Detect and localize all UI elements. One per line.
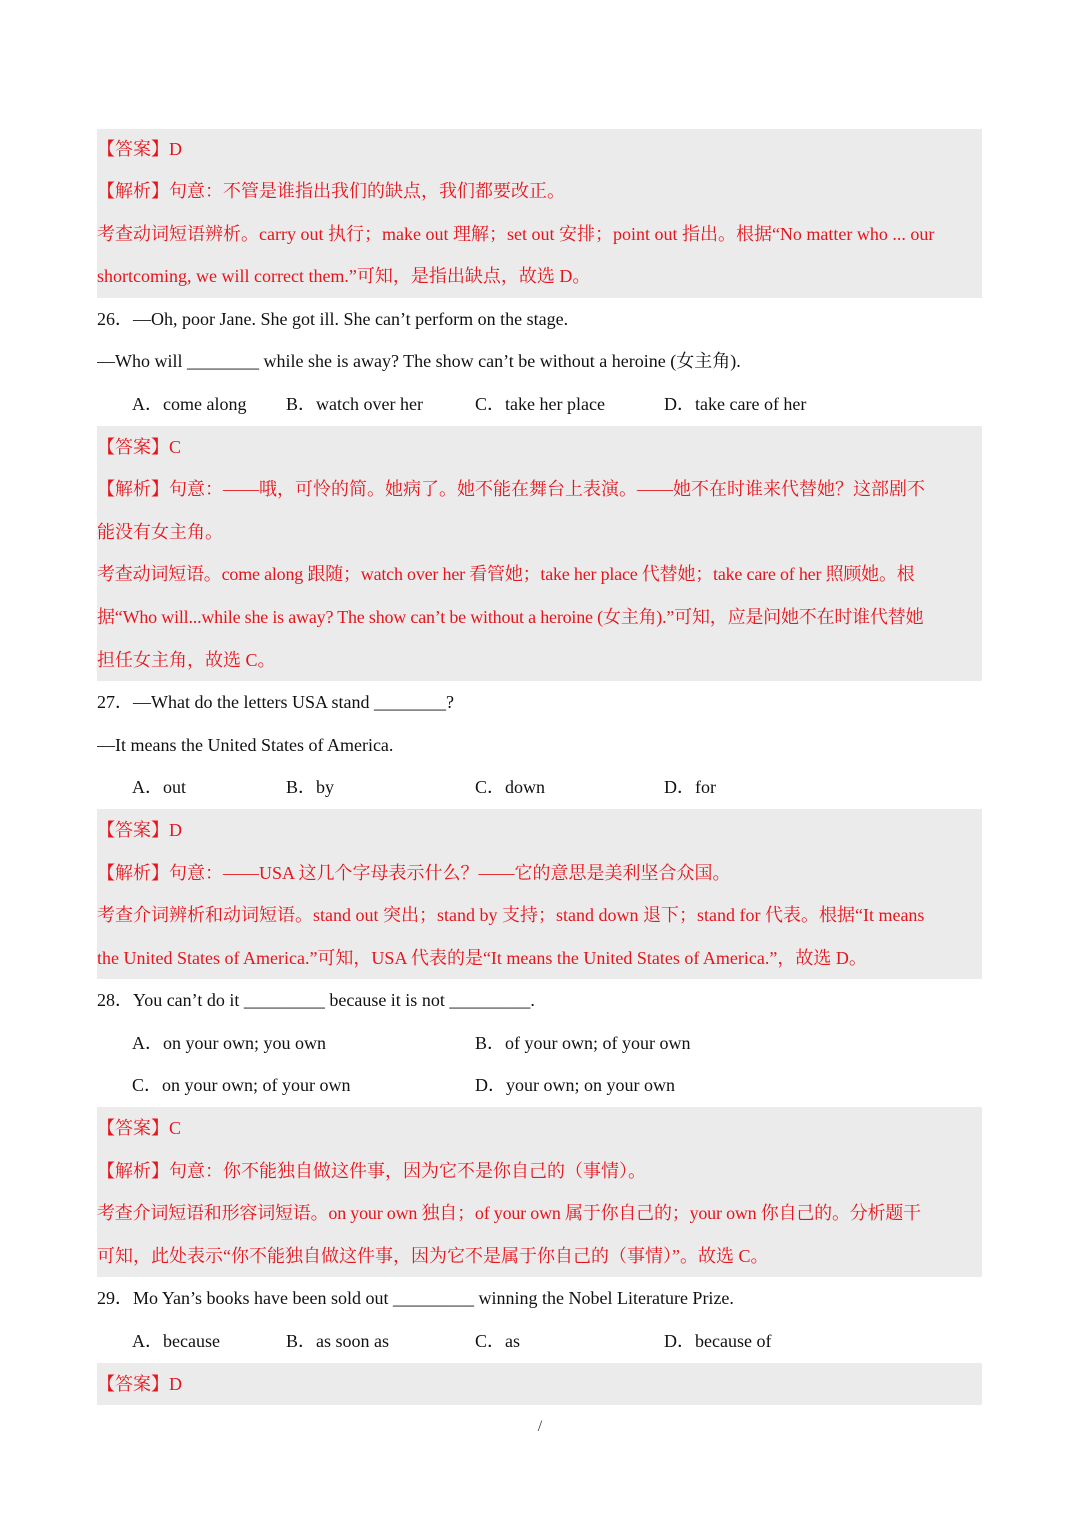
- answer-25: 【答案】D: [97, 129, 982, 170]
- question-26-line-2: —Who will ________ while she is away? The show can’t be without a heroine (女主角).: [97, 351, 741, 372]
- question-28-options-row-2: [97, 1064, 982, 1107]
- answer-29: 【答案】D: [97, 1363, 982, 1406]
- page-footer: /: [537, 1418, 543, 1435]
- explain-28-line-2: 可知，此处表示“你不能独自做这件事，因为它不是属于你自己的（事情）”。故选 C。: [97, 1235, 982, 1278]
- option-c: C．on your own; of your own: [132, 1075, 351, 1096]
- analysis-26-line-1: 【解析】句意：——哦，可怜的简。她病了。她不能在舞台上表演。——她不在时谁来代替她？这部剧不: [97, 468, 982, 511]
- answer-27: 【答案】D: [97, 809, 982, 852]
- option-d: D．for: [664, 777, 716, 798]
- analysis-27: 【解析】句意：——USA 这几个字母表示什么？——它的意思是美利坚合众国。: [97, 852, 982, 895]
- option-a: A．come along: [132, 393, 247, 414]
- question-27-options: [97, 766, 982, 809]
- analysis-25: 【解析】句意：不管是谁指出我们的缺点，我们都要改正。: [97, 170, 982, 213]
- option-c: C．as: [475, 1331, 520, 1352]
- explain-26-line-2: 据“Who will...while she is away? The show can’t be without a heroine (女主角).”可知，应是问她不在时谁代替她: [97, 596, 982, 639]
- question-27-line-1: 27．—What do the letters USA stand ________?: [97, 692, 454, 713]
- option-b: B．watch over her: [286, 393, 423, 414]
- question-29-line-1: 29．Mo Yan’s books have been sold out _________ winning the Nobel Literature Prize.: [97, 1288, 734, 1309]
- analysis-26-line-2: 能没有女主角。: [97, 511, 982, 554]
- option-d: D．take care of her: [664, 393, 807, 414]
- option-d: D．because of: [664, 1331, 772, 1352]
- answer-28: 【答案】C: [97, 1107, 982, 1150]
- question-28-line-1: 28．You can’t do it _________ because it is not _________.: [97, 990, 535, 1011]
- explain-28-line-1: 考查介词短语和形容词短语。on your own 独自；of your own 属于你自己的；your own 你自己的。分析题干: [97, 1192, 982, 1235]
- question-29-options: [97, 1320, 982, 1363]
- option-d: D．your own; on your own: [475, 1075, 675, 1096]
- question-27-line-2: —It means the United States of America.: [97, 734, 394, 755]
- option-b: B．as soon as: [286, 1331, 389, 1352]
- option-c: C．take her place: [475, 393, 605, 414]
- option-b: B．of your own; of your own: [475, 1032, 691, 1053]
- question-26-options: [97, 383, 982, 426]
- option-a: A．because: [132, 1331, 220, 1352]
- document-page: [97, 129, 982, 1405]
- explain-25-line-2: shortcoming, we will correct them.”可知，是指出缺点，故选 D。: [97, 255, 982, 298]
- question-28-options-row-1: [97, 1022, 982, 1065]
- answer-26: 【答案】C: [97, 426, 982, 469]
- option-c: C．down: [475, 777, 546, 798]
- option-a: A．on your own; you own: [132, 1032, 326, 1053]
- analysis-28: 【解析】句意：你不能独自做这件事，因为它不是你自己的（事情）。: [97, 1150, 982, 1193]
- option-b: B．by: [286, 777, 335, 798]
- explain-26-line-3: 担任女主角，故选 C。: [97, 639, 982, 682]
- explain-27-line-2: the United States of America.”可知，USA 代表的是“It means the United States of America.”，故选 D。: [97, 937, 982, 980]
- question-26-line-1: 26．—Oh, poor Jane. She got ill. She can’t perform on the stage.: [97, 308, 569, 329]
- option-a: A．out: [132, 777, 186, 798]
- explain-25-line-1: 考查动词短语辨析。carry out 执行；make out 理解；set out 安排；point out 指出。根据“No matter who ... our: [97, 213, 982, 256]
- explain-26-line-1: 考查动词短语。come along 跟随；watch over her 看管她；take her place 代替她；take care of her 照顾她。根: [97, 553, 982, 596]
- explain-27-line-1: 考查介词辨析和动词短语。stand out 突出；stand by 支持；stand down 退下；stand for 代表。根据“It means: [97, 894, 982, 937]
